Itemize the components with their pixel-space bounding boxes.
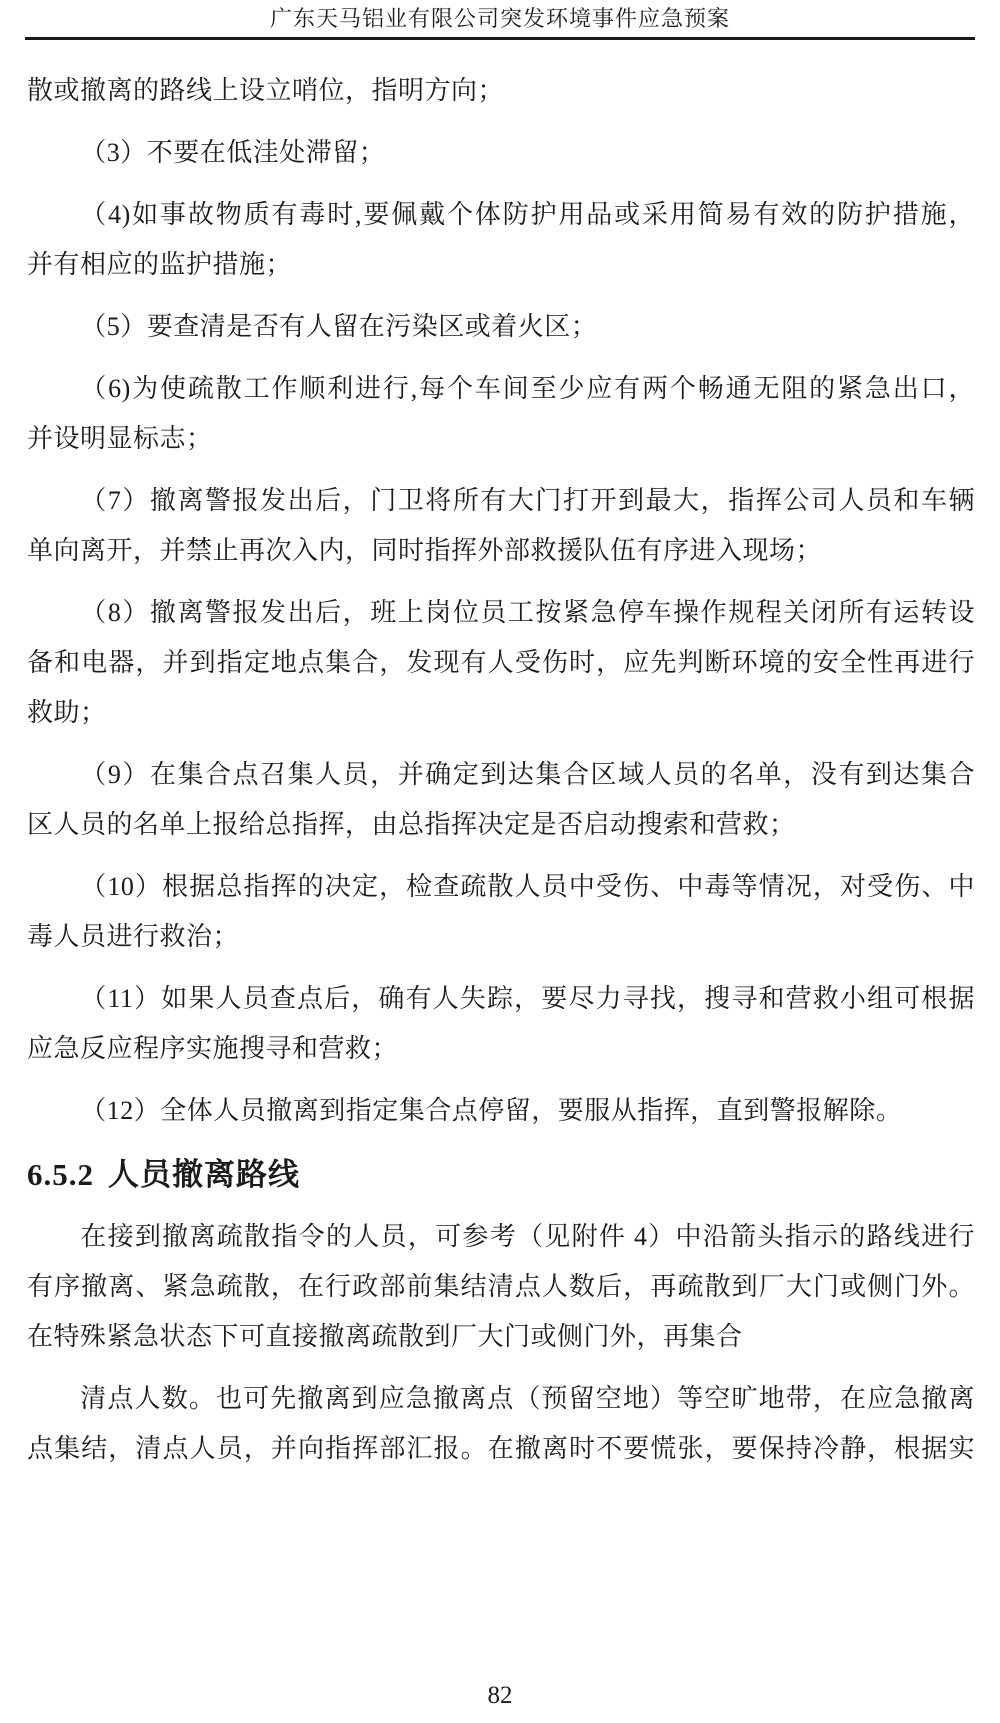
text-line: （11）如果人员查点后，确有人失踪，要尽力寻找，搜寻和营救小组可根据 <box>80 984 975 1013</box>
text-line: 并有相应的监护措施； <box>27 250 293 279</box>
text-line: 在特殊紧急状态下可直接撤离疏散到厂大门或侧门外，再集合 <box>27 1322 743 1351</box>
page-header <box>25 6 975 40</box>
paragraph <box>27 750 975 850</box>
text-line: （6)为使疏散工作顺利进行,每个车间至少应有两个畅通无阻的紧急出口， <box>80 374 975 403</box>
text-line: 毒人员进行救治； <box>27 922 240 951</box>
paragraph <box>27 476 975 576</box>
header-title: 广东天马铝业有限公司突发环境事件应急预案 <box>269 6 730 31</box>
paragraph <box>27 588 975 738</box>
paragraph <box>27 190 975 290</box>
paragraph <box>27 1212 975 1362</box>
text-line: 单向离开，并禁止再次入内，同时指挥外部救援队伍有序进入现场； <box>27 536 823 565</box>
paragraph <box>27 66 975 116</box>
text-line: （7）撤离警报发出后，门卫将所有大门打开到最大，指挥公司人员和车辆 <box>80 486 975 515</box>
text-line: 散或撤离的路线上设立哨位，指明方向； <box>27 76 505 105</box>
text-line: 备和电器，并到指定地点集合，发现有人受伤时，应先判断环境的安全性再进行 <box>27 648 975 677</box>
page-number: 82 <box>487 1682 513 1709</box>
text-line: 并设明显标志； <box>27 424 213 453</box>
paragraph <box>27 364 975 464</box>
paragraph <box>27 862 975 962</box>
text-line: 有序撤离、紧急疏散，在行政部前集结清点人数后，再疏散到厂大门或侧门外。 <box>27 1272 975 1301</box>
paragraph <box>27 302 975 352</box>
text-line: （4)如事故物质有毒时,要佩戴个体防护用品或采用简易有效的防护措施， <box>80 200 975 229</box>
text-line: 点集结，清点人员，并向指挥部汇报。在撤离时不要慌张，要保持冷静，根据实 <box>27 1434 975 1463</box>
text-line: 区人员的名单上报给总指挥，由总指挥决定是否启动搜索和营救； <box>27 810 796 839</box>
text-line: （8）撤离警报发出后，班上岗位员工按紧急停车操作规程关闭所有运转设 <box>80 598 975 627</box>
text-line: （5）要查清是否有人留在污染区或着火区； <box>80 312 598 341</box>
document-body <box>27 66 975 1486</box>
text-line: 应急反应程序实施搜寻和营救； <box>27 1034 399 1063</box>
page-footer <box>0 1682 1000 1710</box>
paragraph <box>27 974 975 1074</box>
text-line: （3）不要在低洼处滞留； <box>80 138 386 167</box>
text-line: 救助； <box>27 698 107 727</box>
text-line: 在接到撤离疏散指令的人员，可参考（见附件 4）中沿箭头指示的路线进行 <box>80 1222 975 1251</box>
paragraph <box>27 128 975 178</box>
text-line: （9）在集合点召集人员，并确定到达集合区域人员的名单，没有到达集合 <box>80 760 975 789</box>
text-line: （10）根据总指挥的决定，检查疏散人员中受伤、中毒等情况，对受伤、中 <box>80 872 975 901</box>
paragraph <box>27 1374 975 1474</box>
section-number: 6.5.2 <box>27 1157 94 1192</box>
section-heading <box>27 1152 975 1198</box>
text-line: 清点人数。也可先撤离到应急撤离点（预留空地）等空旷地带，在应急撤离 <box>80 1384 975 1413</box>
text-line: （12）全体人员撤离到指定集合点停留，要服从指挥，直到警报解除。 <box>80 1096 903 1125</box>
section-title: 人员撤离路线 <box>108 1157 300 1192</box>
paragraph <box>27 1086 975 1136</box>
